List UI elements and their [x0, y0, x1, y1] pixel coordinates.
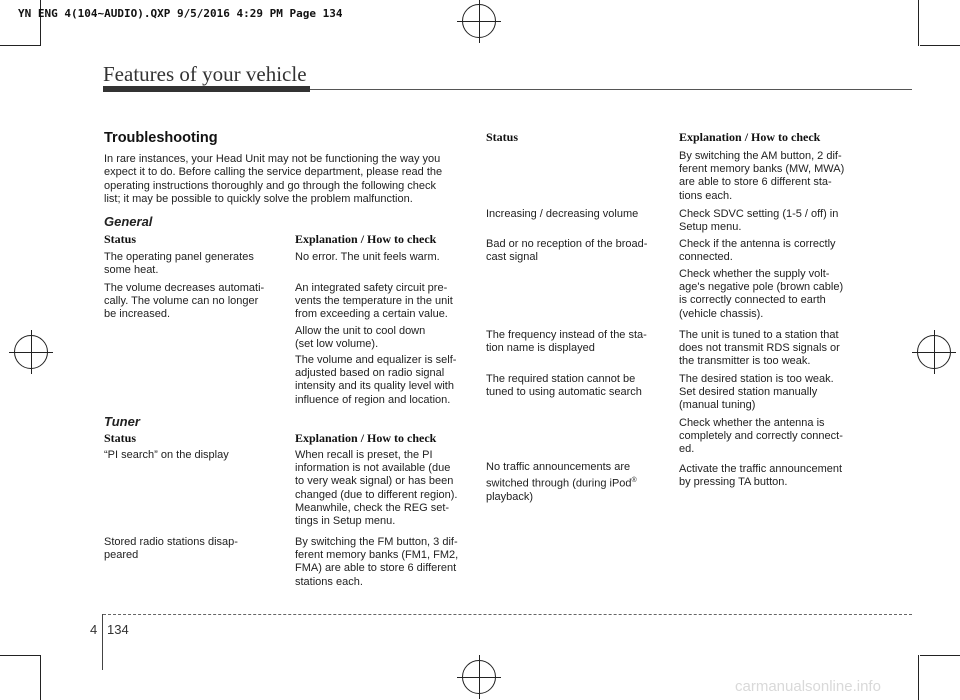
crop-mark: [40, 655, 41, 700]
registered-mark: ®: [631, 477, 637, 485]
general-col-status: Status: [104, 232, 137, 246]
general-heading: General: [104, 214, 153, 229]
right-row1-explanation: Check SDVC setting (1-5 / off) in Setup menu.: [679, 208, 839, 234]
intro-line: In rare instances, your Head Unit may not be functioning the way you: [104, 153, 441, 165]
right-row4-status: The required station cannot be tuned to using automatic search: [486, 373, 642, 399]
registration-mark-icon: [462, 660, 496, 694]
tuner-row1-explanation: When recall is preset, the PI information is not available (due to very weak signal) or has been changed (due to different region). Meanwhile, check the REG set- tings in Setup menu.: [295, 449, 458, 528]
registration-mark-icon: [14, 335, 48, 369]
tuner-heading: Tuner: [104, 414, 140, 429]
page-number: 134: [107, 622, 129, 637]
tuner-col-explanation: Explanation / How to check: [295, 431, 437, 445]
header-bar: [103, 86, 310, 92]
right-row5-status: No traffic announcements are switched through (during iPod® playback): [486, 461, 637, 504]
right-col-explanation: Explanation / How to check: [679, 130, 821, 144]
right-row2-status: Bad or no reception of the broad- cast signal: [486, 238, 648, 264]
right-row4-explanation-a: The desired station is too weak. Set desired station manually (manual tuning): [679, 373, 834, 412]
general-row2-explanation-b: Allow the unit to cool down (set low volume).: [295, 325, 426, 351]
registration-mark-icon: [462, 4, 496, 38]
general-col-explanation: Explanation / How to check: [295, 232, 437, 246]
intro-line: list; it may be possible to quickly solve the problem malfunction.: [104, 193, 413, 206]
tuner-row2-explanation: By switching the FM button, 3 dif- ferent memory banks (FM1, FM2, FMA) are able to store 6 different stations each.: [295, 536, 459, 588]
page-header-title: Features of your vehicle: [103, 62, 307, 86]
general-row1-explanation: No error. The unit feels warm.: [295, 251, 440, 263]
right-row3-explanation: The unit is tuned to a station that does not transmit RDS signals or the transmitter is too weak.: [679, 329, 840, 368]
tuner-row2-status: Stored radio stations disap- peared: [104, 536, 238, 562]
crop-mark: [0, 45, 40, 46]
crop-mark: [920, 655, 960, 656]
header-rule: [310, 89, 912, 90]
general-row2-explanation-c: The volume and equalizer is self- adjusted based on radio signal intensity and its quality level with influence of region and location.: [295, 354, 457, 406]
footer-divider: [102, 614, 103, 670]
right-row3-status: The frequency instead of the sta- tion name is displayed: [486, 329, 647, 355]
crop-mark: [918, 655, 919, 700]
right-row2-explanation-b: Check whether the supply volt- age's negative pole (brown cable) is correctly connected to earth (vehicle chassis).: [679, 268, 844, 320]
registration-mark-icon: [917, 335, 951, 369]
print-slug: YN ENG 4(104~AUDIO).QXP 9/5/2016 4:29 PM Page 134: [18, 7, 343, 20]
intro-line: expect it to do. Before calling the service department, please read the: [104, 166, 443, 179]
general-row2-status: The volume decreases automati- cally. The volume can no longer be increased.: [104, 282, 265, 321]
right-row2-explanation-a: Check if the antenna is correctly connected.: [679, 238, 836, 264]
tuner-row1-status: “PI search” on the display: [104, 449, 229, 461]
crop-mark: [0, 655, 40, 656]
crop-mark: [920, 45, 960, 46]
general-row2-explanation-a: An integrated safety circuit pre- vents the temperature in the unit from exceeding a certain value.: [295, 282, 453, 321]
troubleshooting-heading: Troubleshooting: [104, 130, 218, 146]
right-row1-status: Increasing / decreasing volume: [486, 208, 639, 220]
right-col-status: Status: [486, 130, 519, 144]
right-row0-explanation: By switching the AM button, 2 dif- ferent memory banks (MW, MWA) are able to store 6 different sta- tions each.: [679, 150, 845, 202]
right-row5-explanation: Activate the traffic announcement by pressing TA button.: [679, 463, 843, 489]
crop-mark: [918, 0, 919, 46]
chapter-number: 4: [90, 622, 98, 637]
right-row4-explanation-b: Check whether the antenna is completely and correctly connect- ed.: [679, 417, 843, 456]
general-row1-status: The operating panel generates some heat.: [104, 251, 254, 277]
watermark: carmanualsonline.info: [735, 678, 881, 695]
intro-line: operating instructions thoroughly and go through the following check: [104, 179, 437, 192]
footer-rule: [103, 614, 912, 615]
troubleshooting-intro: [104, 153, 474, 207]
tuner-col-status: Status: [104, 431, 137, 445]
